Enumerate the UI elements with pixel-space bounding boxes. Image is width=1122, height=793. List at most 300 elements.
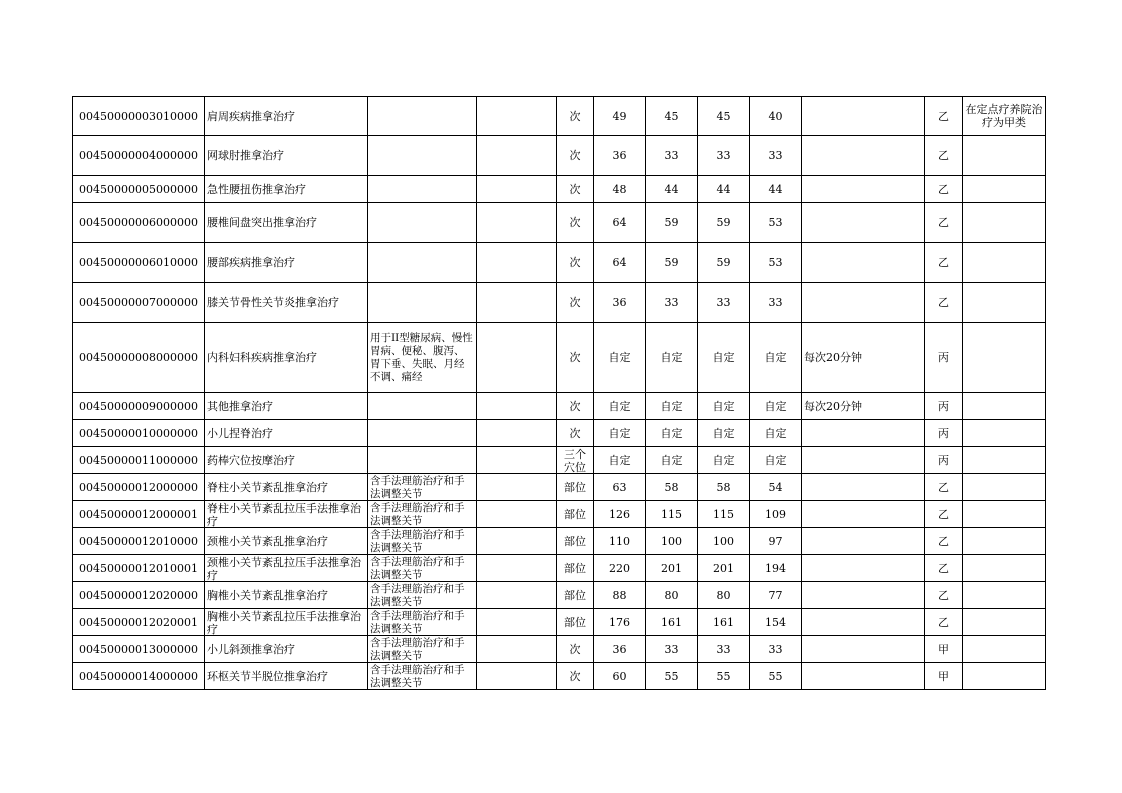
price-level-2-cell [646,447,698,474]
table-row [73,283,1046,323]
price-level-1-text: 自定 [608,426,631,440]
exclusion-cell [477,243,557,283]
item-content-text: 含手法理筋治疗和手法调整关节 [370,474,465,500]
item-content-cell [368,393,477,420]
price-level-4-cell [750,420,802,447]
price-level-2-cell [646,243,698,283]
note-cell [802,97,925,136]
price-level-4-text: 自定 [764,453,787,467]
price-level-4-cell [750,663,802,690]
note-cell [802,323,925,393]
item-name-text: 脊柱小关节紊乱拉压手法推拿治疗 [207,501,361,527]
price-level-2-text: 33 [664,149,679,162]
category-cell [925,447,963,474]
price-level-2-text: 80 [664,588,679,602]
price-level-1-text: 36 [612,642,627,656]
unit-cell [557,323,594,393]
item-name-cell [205,501,368,528]
price-level-1-cell [594,176,646,203]
price-level-1-cell [594,528,646,555]
price-level-4-text: 97 [768,534,783,548]
category-text: 乙 [938,256,949,269]
category-cell [925,243,963,283]
note-cell [802,501,925,528]
remark-cell [963,528,1046,555]
item-name-text: 肩周疾病推拿治疗 [207,109,295,123]
price-level-4-cell [750,393,802,420]
price-level-4-cell [750,447,802,474]
price-level-1-cell [594,420,646,447]
item-code-cell [73,323,205,393]
category-text: 丙 [938,453,949,467]
unit-cell [557,474,594,501]
price-level-2-cell [646,663,698,690]
item-content-cell [368,663,477,690]
item-content-cell [368,474,477,501]
category-cell [925,323,963,393]
price-level-3-cell [698,609,750,636]
price-level-2-text: 33 [664,642,679,656]
unit-text: 次 [569,399,581,413]
exclusion-cell [477,420,557,447]
unit-text: 次 [569,351,581,364]
price-level-1-text: 36 [612,149,627,162]
item-name-cell [205,203,368,243]
table-row [73,176,1046,203]
item-content-cell [368,447,477,474]
remark-cell [963,136,1046,176]
item-name-cell [205,582,368,609]
unit-cell [557,243,594,283]
item-code-text: 00450000012010000 [79,534,198,548]
item-content-text: 含手法理筋治疗和手法调整关节 [370,582,465,608]
item-code-cell [73,663,205,690]
category-text: 乙 [938,507,949,521]
category-text: 乙 [938,534,949,548]
price-level-3-cell [698,555,750,582]
price-level-1-cell [594,555,646,582]
price-level-4-text: 54 [768,480,783,494]
price-level-4-cell [750,176,802,203]
exclusion-cell [477,501,557,528]
remark-cell [963,555,1046,582]
price-level-4-text: 194 [765,561,786,575]
price-level-2-cell [646,283,698,323]
price-level-4-cell [750,528,802,555]
unit-cell [557,501,594,528]
remark-cell [963,636,1046,663]
exclusion-cell [477,176,557,203]
price-level-4-text: 55 [768,669,783,683]
item-code-cell [73,447,205,474]
unit-text: 次 [569,642,581,656]
price-level-2-cell [646,474,698,501]
unit-cell [557,97,594,136]
item-code-cell [73,528,205,555]
category-cell [925,582,963,609]
item-name-cell [205,243,368,283]
price-level-4-text: 154 [765,615,786,629]
price-level-2-cell [646,420,698,447]
note-cell [802,393,925,420]
note-text: 每次20分钟 [804,399,862,413]
price-level-1-cell [594,243,646,283]
item-name-cell [205,474,368,501]
unit-cell [557,176,594,203]
item-name-text: 小儿斜颈推拿治疗 [207,642,295,656]
item-name-cell [205,636,368,663]
exclusion-cell [477,136,557,176]
item-name-text: 脊柱小关节紊乱推拿治疗 [207,480,328,494]
unit-text: 次 [569,669,581,683]
unit-text: 次 [569,182,581,196]
item-name-cell [205,136,368,176]
category-text: 乙 [938,588,949,602]
item-code-text: 00450000012020000 [79,588,198,602]
item-content-cell [368,501,477,528]
category-text: 甲 [938,642,949,656]
note-cell [802,136,925,176]
price-level-1-cell [594,136,646,176]
table-row [73,501,1046,528]
price-level-3-text: 33 [716,296,731,309]
price-level-4-cell [750,555,802,582]
remark-text: 在定点疗养院治疗为甲类 [965,103,1043,129]
exclusion-cell [477,97,557,136]
remark-cell [963,663,1046,690]
unit-text: 部位 [564,588,586,602]
note-cell [802,420,925,447]
price-level-1-cell [594,501,646,528]
remark-cell [963,243,1046,283]
item-content-text: 含手法理筋治疗和手法调整关节 [370,663,465,689]
price-level-4-text: 33 [768,296,783,309]
unit-cell [557,393,594,420]
price-level-3-text: 58 [716,480,731,494]
price-level-1-cell [594,283,646,323]
unit-cell [557,136,594,176]
item-name-text: 腰椎间盘突出推拿治疗 [207,216,317,229]
price-level-3-cell [698,447,750,474]
remark-cell [963,447,1046,474]
item-name-text: 颈椎小关节紊乱拉压手法推拿治疗 [207,555,361,581]
item-name-cell [205,555,368,582]
category-cell [925,609,963,636]
item-content-cell [368,243,477,283]
table-row [73,447,1046,474]
exclusion-cell [477,474,557,501]
unit-cell [557,636,594,663]
note-cell [802,528,925,555]
item-name-cell [205,420,368,447]
table-row [73,555,1046,582]
note-cell [802,176,925,203]
price-level-4-cell [750,136,802,176]
price-level-3-text: 44 [716,182,731,196]
remark-cell [963,420,1046,447]
category-text: 乙 [938,182,949,196]
price-level-2-cell [646,609,698,636]
item-code-cell [73,474,205,501]
item-code-text: 00450000006000000 [79,216,198,229]
remark-cell [963,283,1046,323]
price-level-3-text: 100 [713,534,734,548]
category-text: 乙 [938,615,949,629]
item-code-text: 00450000012020001 [79,615,198,629]
exclusion-cell [477,393,557,420]
price-level-2-cell [646,97,698,136]
unit-cell [557,203,594,243]
item-name-cell [205,97,368,136]
price-level-2-text: 55 [664,669,679,683]
category-cell [925,393,963,420]
item-code-cell [73,636,205,663]
category-cell [925,97,963,136]
price-level-4-cell [750,203,802,243]
item-name-cell [205,176,368,203]
price-level-4-cell [750,501,802,528]
unit-text: 次 [569,296,581,309]
item-code-text: 00450000012000001 [79,507,198,521]
price-level-3-cell [698,203,750,243]
price-level-1-cell [594,203,646,243]
item-name-cell [205,393,368,420]
item-name-text: 胸椎小关节紊乱推拿治疗 [207,588,328,602]
price-level-1-cell [594,663,646,690]
unit-cell [557,528,594,555]
item-code-cell [73,582,205,609]
price-level-4-cell [750,97,802,136]
price-level-4-cell [750,323,802,393]
item-code-text: 00450000010000000 [79,426,198,440]
item-content-cell [368,97,477,136]
remark-cell [963,323,1046,393]
exclusion-cell [477,283,557,323]
item-code-cell [73,176,205,203]
exclusion-cell [477,555,557,582]
price-level-3-cell [698,474,750,501]
unit-text: 部位 [564,507,586,521]
price-level-1-text: 自定 [608,351,631,364]
price-level-3-cell [698,283,750,323]
table-row [73,420,1046,447]
price-level-1-text: 自定 [608,453,631,467]
price-level-1-cell [594,97,646,136]
price-level-1-text: 220 [609,561,630,575]
item-content-cell [368,323,477,393]
item-content-text: 含手法理筋治疗和手法调整关节 [370,555,465,581]
item-content-cell [368,528,477,555]
price-level-4-text: 44 [768,182,783,196]
price-level-2-text: 44 [664,182,679,196]
price-level-3-cell [698,420,750,447]
item-code-cell [73,501,205,528]
price-level-1-cell [594,474,646,501]
price-level-4-text: 77 [768,588,783,602]
category-text: 乙 [938,109,949,123]
category-cell [925,663,963,690]
item-code-text: 00450000009000000 [79,399,198,413]
price-level-1-text: 49 [612,109,627,123]
price-level-3-text: 33 [716,149,731,162]
unit-text: 次 [569,426,581,440]
note-cell [802,447,925,474]
price-level-2-text: 自定 [660,426,683,440]
unit-text: 次 [569,216,581,229]
table-row [73,97,1046,136]
item-code-cell [73,203,205,243]
item-content-cell [368,582,477,609]
table-row [73,663,1046,690]
table-row [73,582,1046,609]
price-level-4-text: 40 [768,109,783,123]
price-level-3-text: 33 [716,642,731,656]
category-text: 丙 [938,399,949,413]
table-row [73,528,1046,555]
price-level-4-cell [750,283,802,323]
category-cell [925,636,963,663]
table-row [73,323,1046,393]
item-content-text: 含手法理筋治疗和手法调整关节 [370,609,465,635]
category-text: 丙 [938,426,949,440]
item-name-text: 胸椎小关节紊乱拉压手法推拿治疗 [207,609,361,635]
price-level-3-cell [698,176,750,203]
price-level-1-cell [594,447,646,474]
item-content-text: 用于II型糖尿病、慢性胃病、便秘、腹泻、胃下垂、失眠、月经不调、痛经 [370,331,473,383]
unit-cell [557,283,594,323]
item-content-cell [368,136,477,176]
price-level-4-cell [750,243,802,283]
price-level-1-text: 64 [612,256,627,269]
item-code-text: 00450000013000000 [79,642,198,656]
item-code-cell [73,393,205,420]
item-content-text: 含手法理筋治疗和手法调整关节 [370,501,465,527]
item-code-cell [73,609,205,636]
unit-cell [557,420,594,447]
category-cell [925,528,963,555]
price-level-2-text: 自定 [660,399,683,413]
item-code-text: 00450000012000000 [79,480,198,494]
pricing-table [72,96,1046,690]
item-name-text: 网球肘推拿治疗 [207,149,284,162]
category-text: 乙 [938,480,949,494]
item-code-text: 00450000008000000 [79,351,198,364]
item-code-cell [73,283,205,323]
price-level-1-text: 176 [609,615,630,629]
price-level-3-text: 115 [713,507,734,521]
exclusion-cell [477,582,557,609]
item-code-cell [73,136,205,176]
remark-cell [963,97,1046,136]
price-level-3-cell [698,528,750,555]
price-level-3-text: 自定 [712,399,735,413]
price-level-1-cell [594,636,646,663]
note-cell [802,474,925,501]
unit-text: 次 [569,256,581,269]
price-level-1-text: 64 [612,216,627,229]
price-level-1-text: 126 [609,507,630,521]
item-name-text: 药棒穴位按摩治疗 [207,453,295,467]
price-level-2-text: 115 [661,507,682,521]
price-level-3-text: 161 [713,615,734,629]
price-level-3-cell [698,582,750,609]
unit-text: 次 [569,109,581,123]
remark-cell [963,176,1046,203]
price-level-3-cell [698,136,750,176]
unit-text: 部位 [564,480,586,494]
table-body [73,97,1046,690]
category-text: 乙 [938,149,949,162]
price-level-4-cell [750,474,802,501]
item-name-cell [205,663,368,690]
item-content-cell [368,420,477,447]
item-code-cell [73,97,205,136]
price-level-2-cell [646,636,698,663]
item-code-text: 00450000007000000 [79,296,198,309]
remark-cell [963,609,1046,636]
item-content-text: 含手法理筋治疗和手法调整关节 [370,636,465,662]
price-level-2-text: 59 [664,216,679,229]
note-cell [802,609,925,636]
table-row [73,243,1046,283]
unit-cell [557,609,594,636]
note-cell [802,555,925,582]
item-code-text: 00450000003010000 [79,109,198,123]
table-row [73,474,1046,501]
note-cell [802,582,925,609]
unit-cell [557,555,594,582]
price-level-1-text: 60 [612,669,627,683]
item-code-cell [73,420,205,447]
price-level-4-text: 自定 [764,351,787,364]
price-level-4-cell [750,582,802,609]
item-code-text: 00450000012010001 [79,561,198,575]
note-cell [802,203,925,243]
item-content-text: 含手法理筋治疗和手法调整关节 [370,528,465,554]
price-level-3-text: 45 [716,109,731,123]
price-level-2-text: 100 [661,534,682,548]
table-row [73,393,1046,420]
price-level-2-cell [646,582,698,609]
category-text: 乙 [938,561,949,575]
price-level-1-cell [594,323,646,393]
item-content-cell [368,176,477,203]
item-name-text: 急性腰扭伤推拿治疗 [207,182,306,196]
category-cell [925,203,963,243]
table-row [73,609,1046,636]
remark-cell [963,474,1046,501]
item-content-cell [368,283,477,323]
item-content-cell [368,636,477,663]
price-level-3-text: 自定 [712,453,735,467]
item-code-cell [73,555,205,582]
price-level-3-text: 80 [716,588,731,602]
category-cell [925,420,963,447]
remark-cell [963,582,1046,609]
price-level-3-cell [698,393,750,420]
category-cell [925,474,963,501]
item-code-text: 00450000011000000 [79,453,198,467]
item-name-text: 内科妇科疾病推拿治疗 [207,351,317,364]
price-level-1-text: 110 [609,534,630,548]
price-level-4-text: 53 [768,256,783,269]
category-text: 乙 [938,296,949,309]
price-level-3-text: 201 [713,561,734,575]
unit-text: 部位 [564,615,586,629]
exclusion-cell [477,636,557,663]
note-cell [802,243,925,283]
price-level-1-cell [594,582,646,609]
